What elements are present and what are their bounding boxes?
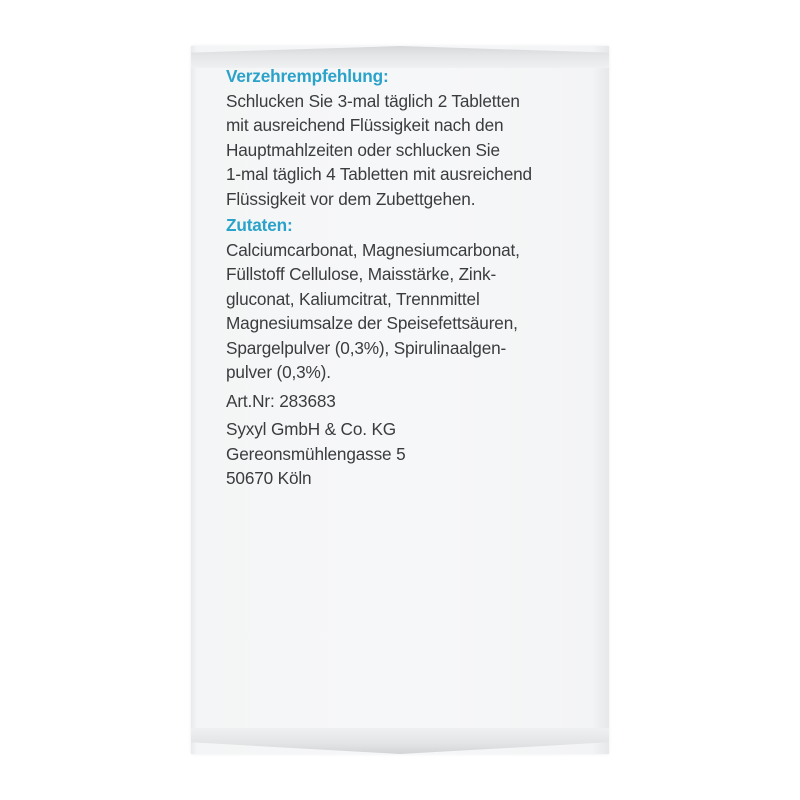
ingredients-text: Calciumcarbonat, Magnesiumcarbonat, Füllstoff Cellulose, Maisstärke, Zink- gluconat, Kaliumcitrat, Trennmittel Magnesiumsalze der Speisefettsäuren, Spargelpulver (0,3%), Spirulinaalgen- pulver (0,3%). <box>226 239 520 382</box>
label-text-block <box>226 64 596 491</box>
article-number: Art.Nr: 283683 <box>226 390 336 411</box>
company-city: 50670 Köln <box>226 468 312 488</box>
dosage-text: Schlucken Sie 3-mal täglich 2 Tabletten mit ausreichend Flüssigkeit nach den Hauptmahlzeiten oder schlucken Sie 1-mal täglich 4 Tabletten mit ausreichend Flüssigkeit vor dem Zubettgehen. <box>226 90 532 209</box>
dosage-heading: Verzehrempfehlung: <box>226 66 389 86</box>
company-street: Gereonsmühlengasse 5 <box>226 443 406 464</box>
ingredients-heading: Zutaten: <box>226 215 293 235</box>
company-name: Syxyl GmbH & Co. KG <box>226 419 397 439</box>
package-bottom-flap <box>191 728 609 754</box>
package-side-panel <box>191 46 609 754</box>
